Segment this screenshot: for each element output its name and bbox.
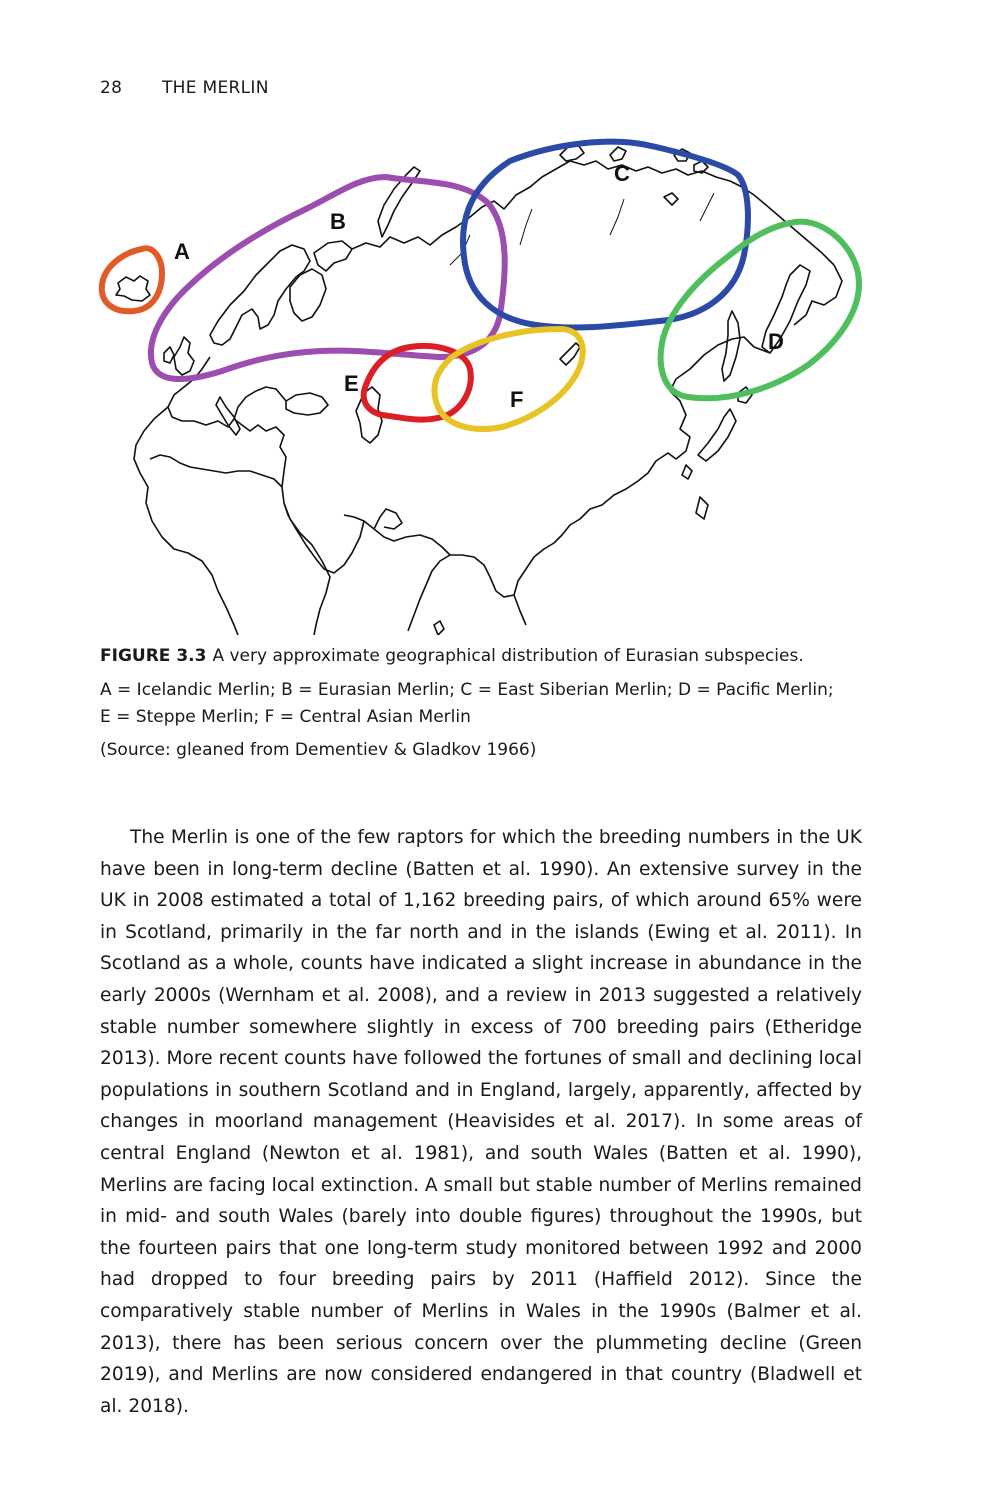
africa-coast bbox=[134, 407, 330, 635]
region-f-outline bbox=[434, 329, 582, 429]
figure-source: (Source: gleaned from Dementiev & Gladkov 1966) bbox=[100, 740, 537, 760]
arabia-coast bbox=[284, 503, 406, 573]
running-head bbox=[100, 78, 269, 98]
black-sea bbox=[286, 393, 328, 415]
coastlines bbox=[116, 145, 842, 635]
scandinavia-outline bbox=[210, 245, 310, 345]
persian-gulf bbox=[374, 509, 402, 529]
british-isles-outline bbox=[164, 337, 194, 375]
page-number: 28 bbox=[100, 78, 123, 98]
southeast-asia-coast bbox=[496, 543, 554, 625]
running-title: THE MERLIN bbox=[162, 78, 269, 98]
philippines-outline bbox=[682, 465, 708, 519]
figure-legend bbox=[100, 677, 870, 731]
arctic-coast bbox=[352, 161, 834, 265]
east-asia-coast bbox=[554, 379, 690, 543]
legend-line-1: A = Icelandic Merlin; B = Eurasian Merlin; C = East Siberian Merlin; D = Pacific Merlin; bbox=[100, 680, 834, 700]
figure-title: A very approximate geographical distribution of Eurasian subspecies. bbox=[212, 646, 804, 666]
region-label-b: B bbox=[330, 209, 346, 234]
region-outlines bbox=[102, 142, 859, 429]
sakhalin-outline bbox=[722, 311, 740, 381]
italy-outline bbox=[216, 397, 240, 435]
kola-outline bbox=[314, 241, 352, 271]
region-label-e: E bbox=[344, 371, 359, 396]
body-paragraph: The Merlin is one of the few raptors for which the breeding numbers in the UK have been in long-term decline (Batten et al. 1990). An extensive survey in the UK in 2008 estimated a total of 1,162 breeding pairs, of which around 65% were in Scotland, primarily in the far north and in the islands (Ewing et al. 2011). In Scotland as a whole, counts have indicated a slight increase in abundance in the early 2000s (Wernham et al. 2008), and a review in 2013 suggested a relatively stable number somewhere slightly in excess of 700 breeding pairs (Etheridge 2013). More recent counts have followed the fortunes of small and declining local populations in southern Scotland and in England, largely, apparently, affected by changes in moorland management (Heavisides et al. 2017). In some areas of central England (Newton et al. 1981), and south Wales (Batten et al. 1990), Merlins are facing local extinction. A small but stable number of Merlins remained in mid- and south Wales (barely into double figures) throughout the 1990s, but the fourteen pairs that one long-term study monitored between 1992 and 2000 had dropped to four breeding pairs by 2011 (Haffield 2012). Since the comparatively stable number of Merlins in Wales in the 1990s (Balmer et al. 2013), there has been serious concern over the plummeting decline (Green 2019), and Merlins are now considered endangered in that country (Bladwell et al. 2018). bbox=[100, 827, 862, 1417]
sri-lanka bbox=[434, 621, 444, 635]
figure-label: FIGURE 3.3 bbox=[100, 646, 207, 666]
region-label-f: F bbox=[510, 387, 524, 412]
region-label-c: C bbox=[614, 161, 630, 186]
region-label-d: D bbox=[768, 329, 784, 354]
region-label-a: A bbox=[174, 239, 190, 264]
legend-line-2: E = Steppe Merlin; F = Central Asian Merlin bbox=[100, 707, 471, 727]
lake-baikal bbox=[560, 343, 580, 365]
figure-caption bbox=[100, 643, 870, 670]
subspecies-distribution-map bbox=[90, 125, 880, 635]
india-coast bbox=[406, 535, 496, 631]
region-d-outline bbox=[661, 222, 859, 399]
iceland-outline bbox=[116, 276, 150, 301]
